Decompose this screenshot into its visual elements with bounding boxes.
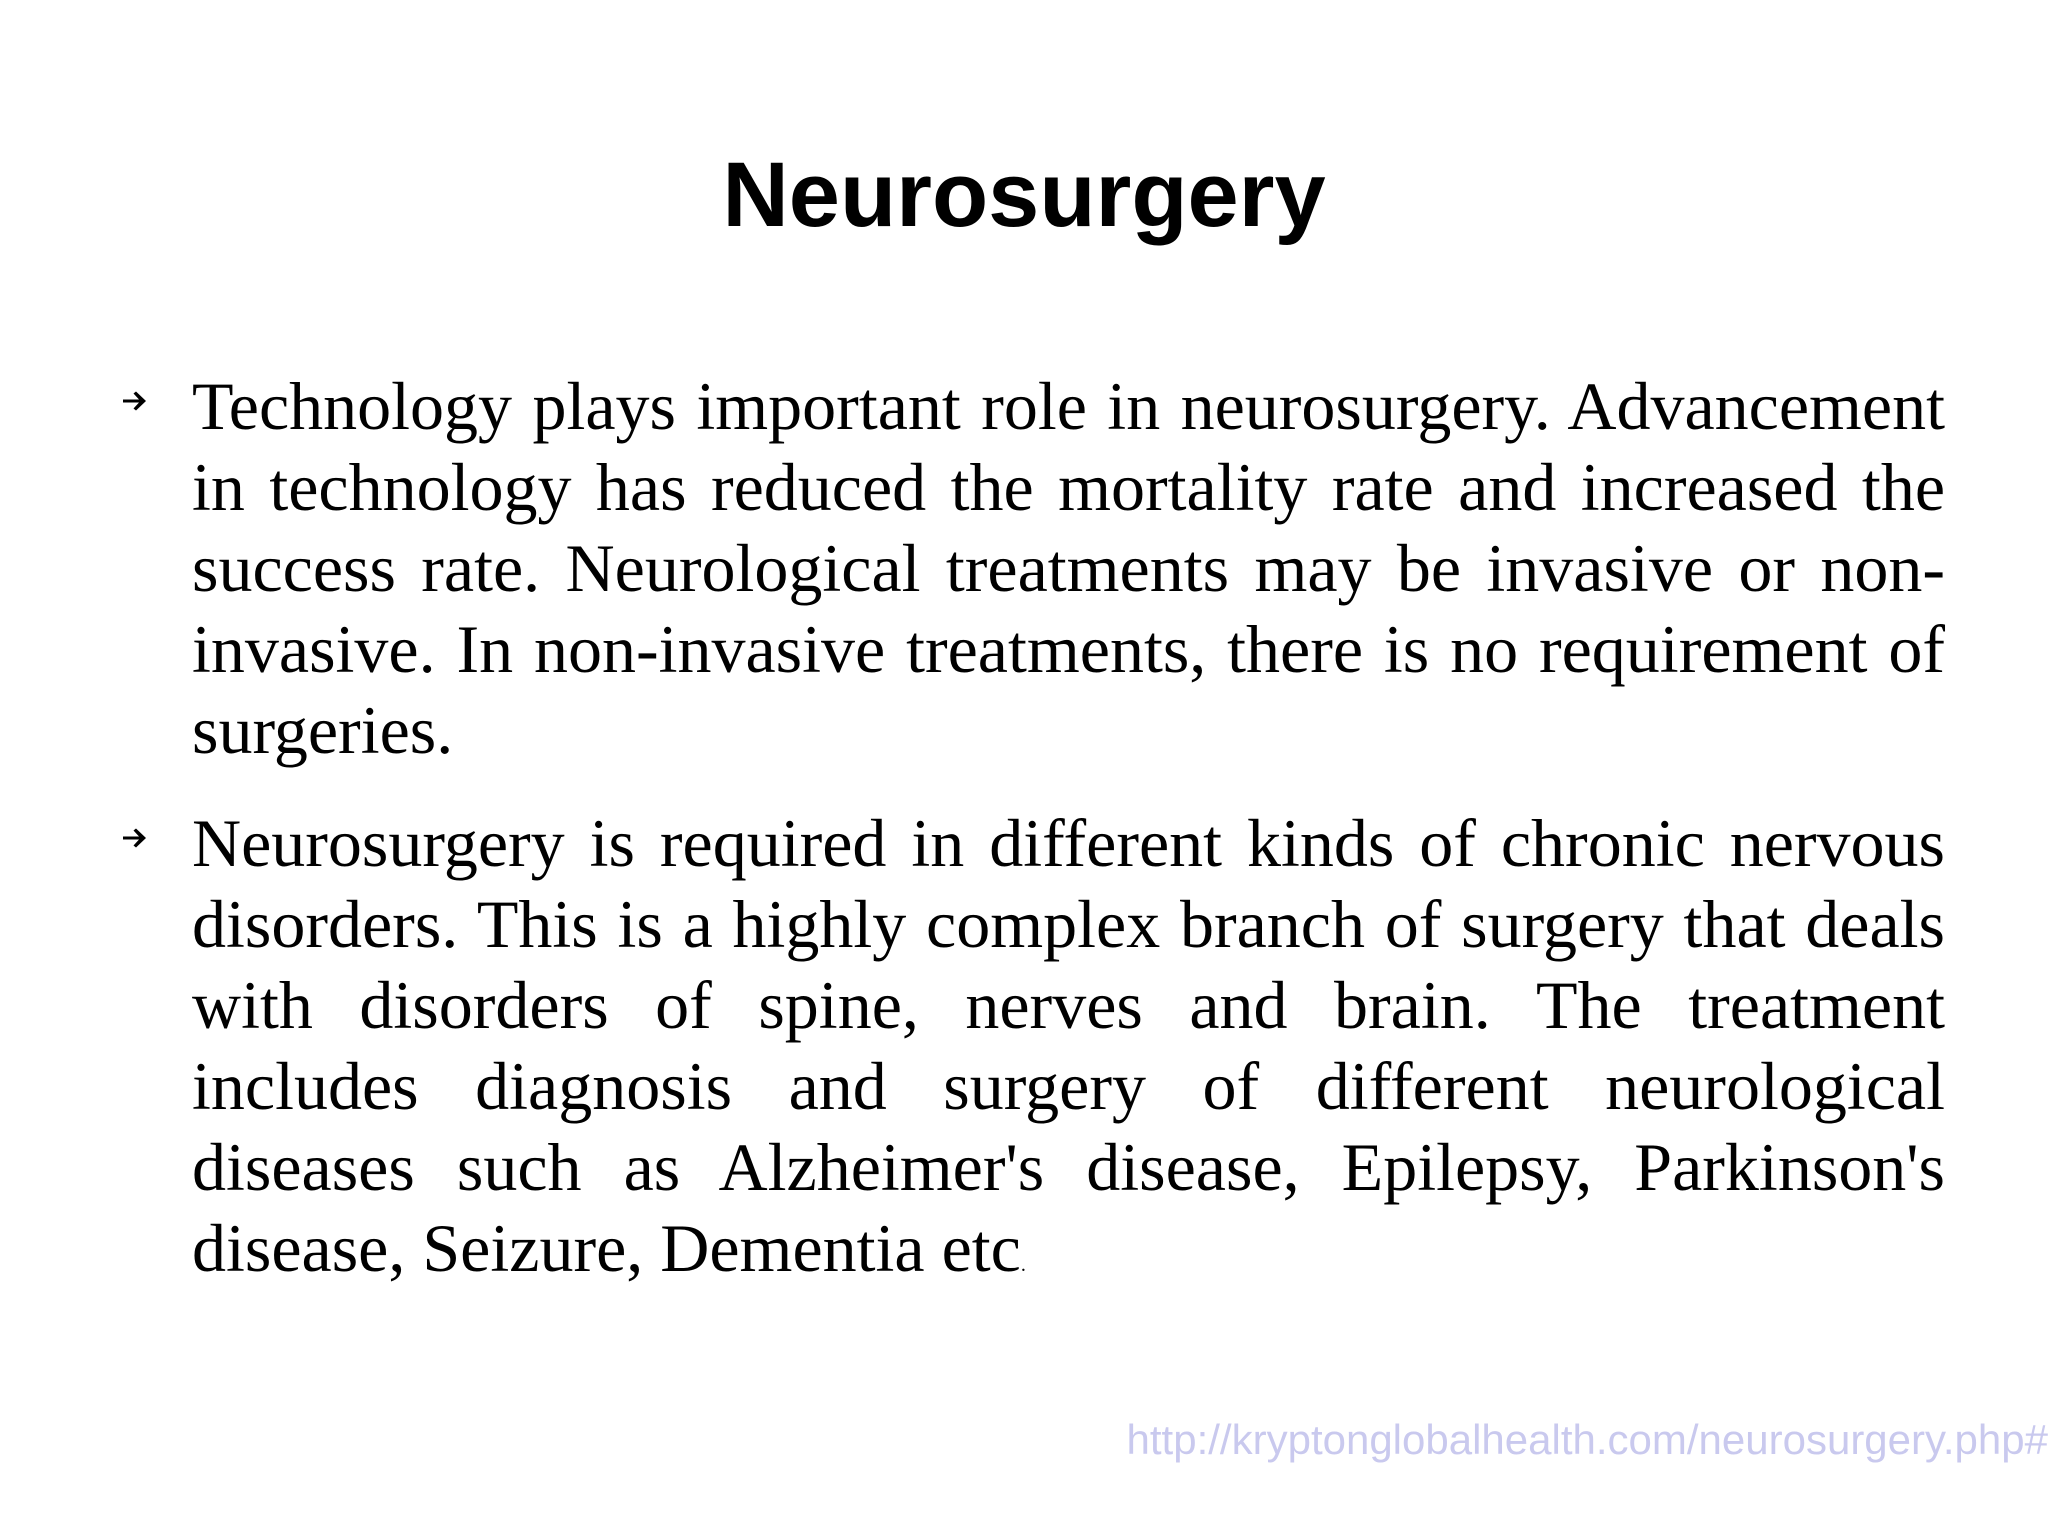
bullet-text: [192, 803, 1945, 1306]
arrow-right-icon: [120, 823, 150, 853]
slide-title: Neurosurgery: [722, 144, 1326, 246]
bullet-item: [120, 366, 1945, 771]
bullet-text: Technology plays important role in neurosurgery. Advancement in technology has reduced the mortality rate and increased the success rate. Neurological treatments may be invasive or non-invasive. In non-invasive treatments, there is no requirement of surgeries.: [192, 368, 1945, 768]
bullet-text-body: Neurosurgery is required in different kinds of chronic nervous disorders. This is a highly complex branch of surgery that deals with disorders of spine, nerves and brain. The treatment includes diagnosis and surgery of different neurological diseases such as Alzheimer's disease, Epilepsy, Parkinson's disease, Seizure, Dementia etc: [192, 805, 1945, 1286]
source-url: http://kryptonglobalhealth.com/neurosurgery.php#: [1126, 1416, 2048, 1463]
bullet-trailing-period: .: [1020, 1254, 1026, 1276]
arrow-right-icon: [120, 386, 150, 416]
bullet-list: [120, 366, 1945, 1338]
bullet-item: [120, 803, 1945, 1306]
